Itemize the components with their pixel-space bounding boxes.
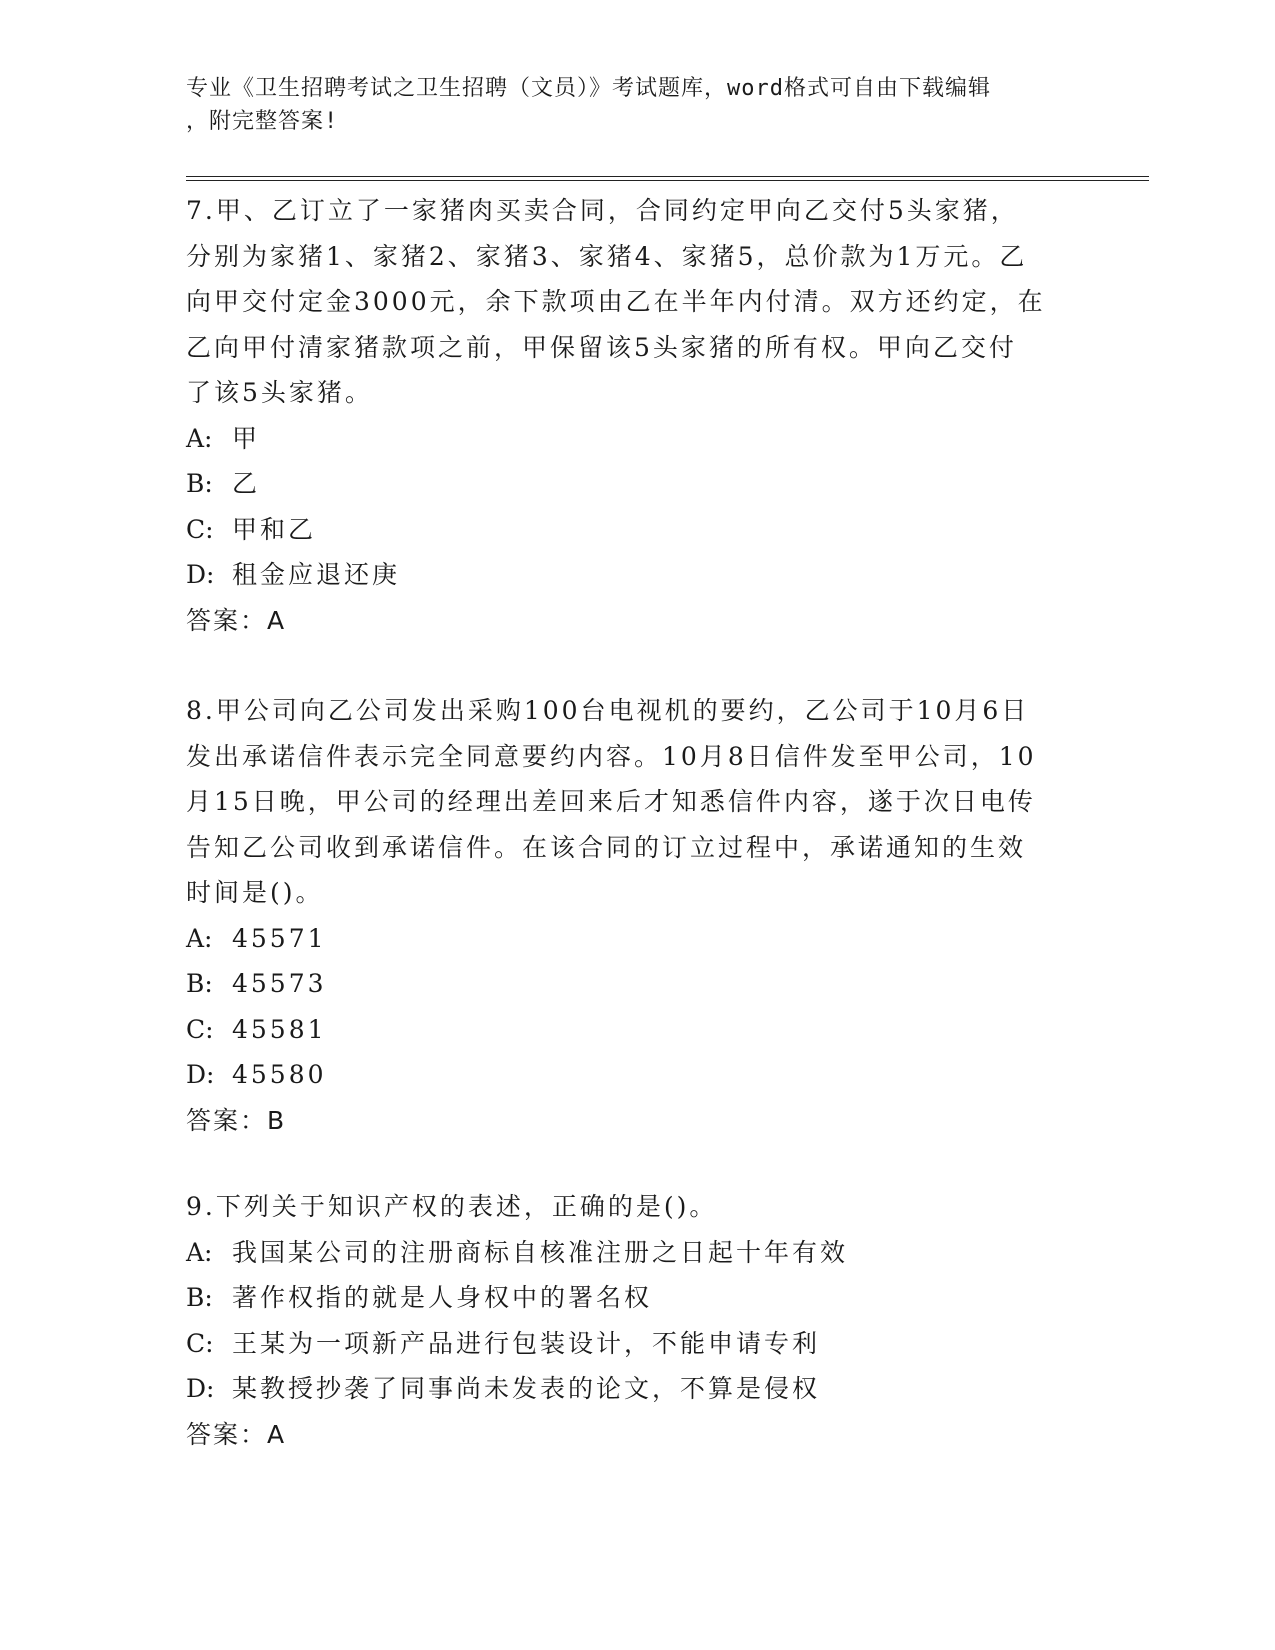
option-letter: D: xyxy=(186,560,215,589)
option-letter: B: xyxy=(186,469,213,498)
question-9 xyxy=(186,1184,1086,1457)
answer-line: 答案：A xyxy=(186,605,287,635)
option-b xyxy=(186,1275,1086,1321)
option-letter: B: xyxy=(186,969,213,998)
option-letter: A: xyxy=(186,423,213,453)
header-line-2: ，附完整答案! xyxy=(186,109,339,134)
option-letter: A: xyxy=(186,1237,213,1267)
option-text: 王某为一项新产品进行包装设计，不能申请专利 xyxy=(232,1328,821,1358)
option-d xyxy=(186,1366,1086,1412)
option-text: 甲 xyxy=(232,423,261,453)
question-text: 9.下列关于知识产权的表述，正确的是()。 xyxy=(186,1192,718,1221)
option-d xyxy=(186,1052,1086,1098)
question-7 xyxy=(186,188,1086,643)
option-letter: C: xyxy=(186,514,214,544)
document-header xyxy=(186,72,1066,138)
option-text: 45573 xyxy=(232,969,327,998)
option-letter: C: xyxy=(186,1014,214,1044)
option-text: 某教授抄袭了同事尚未发表的论文，不算是侵权 xyxy=(232,1374,821,1403)
question-text: 8.甲公司向乙公司发出采购100台电视机的要约，乙公司于10月6日 发出承诺信件表示完全同意要约内容。10月8日信件发至甲公司，10 月15日晚，甲公司的经理出差回来后才知悉信件内容，遂于次日电传 告知乙公司收到承诺信件。在该合同的订立过程中，承诺通知的生效 时间是()。 xyxy=(186,696,1037,907)
option-letter: A: xyxy=(186,923,213,953)
option-text: 甲和乙 xyxy=(232,514,317,544)
option-d xyxy=(186,552,1086,598)
option-c xyxy=(186,1007,1086,1053)
answer-line: 答案：B xyxy=(186,1105,287,1135)
option-c xyxy=(186,507,1086,553)
option-b xyxy=(186,961,1086,1007)
option-letter: D: xyxy=(186,1060,215,1089)
option-text: 著作权指的就是人身权中的署名权 xyxy=(232,1283,653,1312)
option-text: 乙 xyxy=(232,469,261,498)
header-line-1: 专业《卫生招聘考试之卫生招聘（文员）》考试题库，word格式可自由下载编辑 xyxy=(186,76,991,101)
option-a xyxy=(186,916,1086,962)
option-a xyxy=(186,416,1086,462)
option-c xyxy=(186,1321,1086,1367)
answer-line: 答案：A xyxy=(186,1419,287,1449)
option-a xyxy=(186,1230,1086,1276)
option-text: 租金应退还庚 xyxy=(232,560,401,589)
option-letter: C: xyxy=(186,1328,214,1358)
option-text: 我国某公司的注册商标自核准注册之日起十年有效 xyxy=(232,1237,849,1267)
option-text: 45581 xyxy=(232,1014,327,1044)
question-8 xyxy=(186,688,1086,1143)
header-double-rule xyxy=(186,176,1149,181)
question-text: 7.甲、乙订立了一家猪肉买卖合同，合同约定甲向乙交付5头家猪， 分别为家猪1、家猪2、家猪3、家猪4、家猪5，总价款为1万元。乙 向甲交付定金3000元，余下款项由乙在半年内付清。双方还约定，在 乙向甲付清家猪款项之前，甲保留该5头家猪的所有权。甲向乙交付 了该5头家猪。 xyxy=(186,196,1046,407)
option-letter: B: xyxy=(186,1283,213,1312)
option-letter: D: xyxy=(186,1374,215,1403)
option-text: 45580 xyxy=(232,1060,327,1089)
option-b xyxy=(186,461,1086,507)
option-text: 45571 xyxy=(232,923,327,953)
